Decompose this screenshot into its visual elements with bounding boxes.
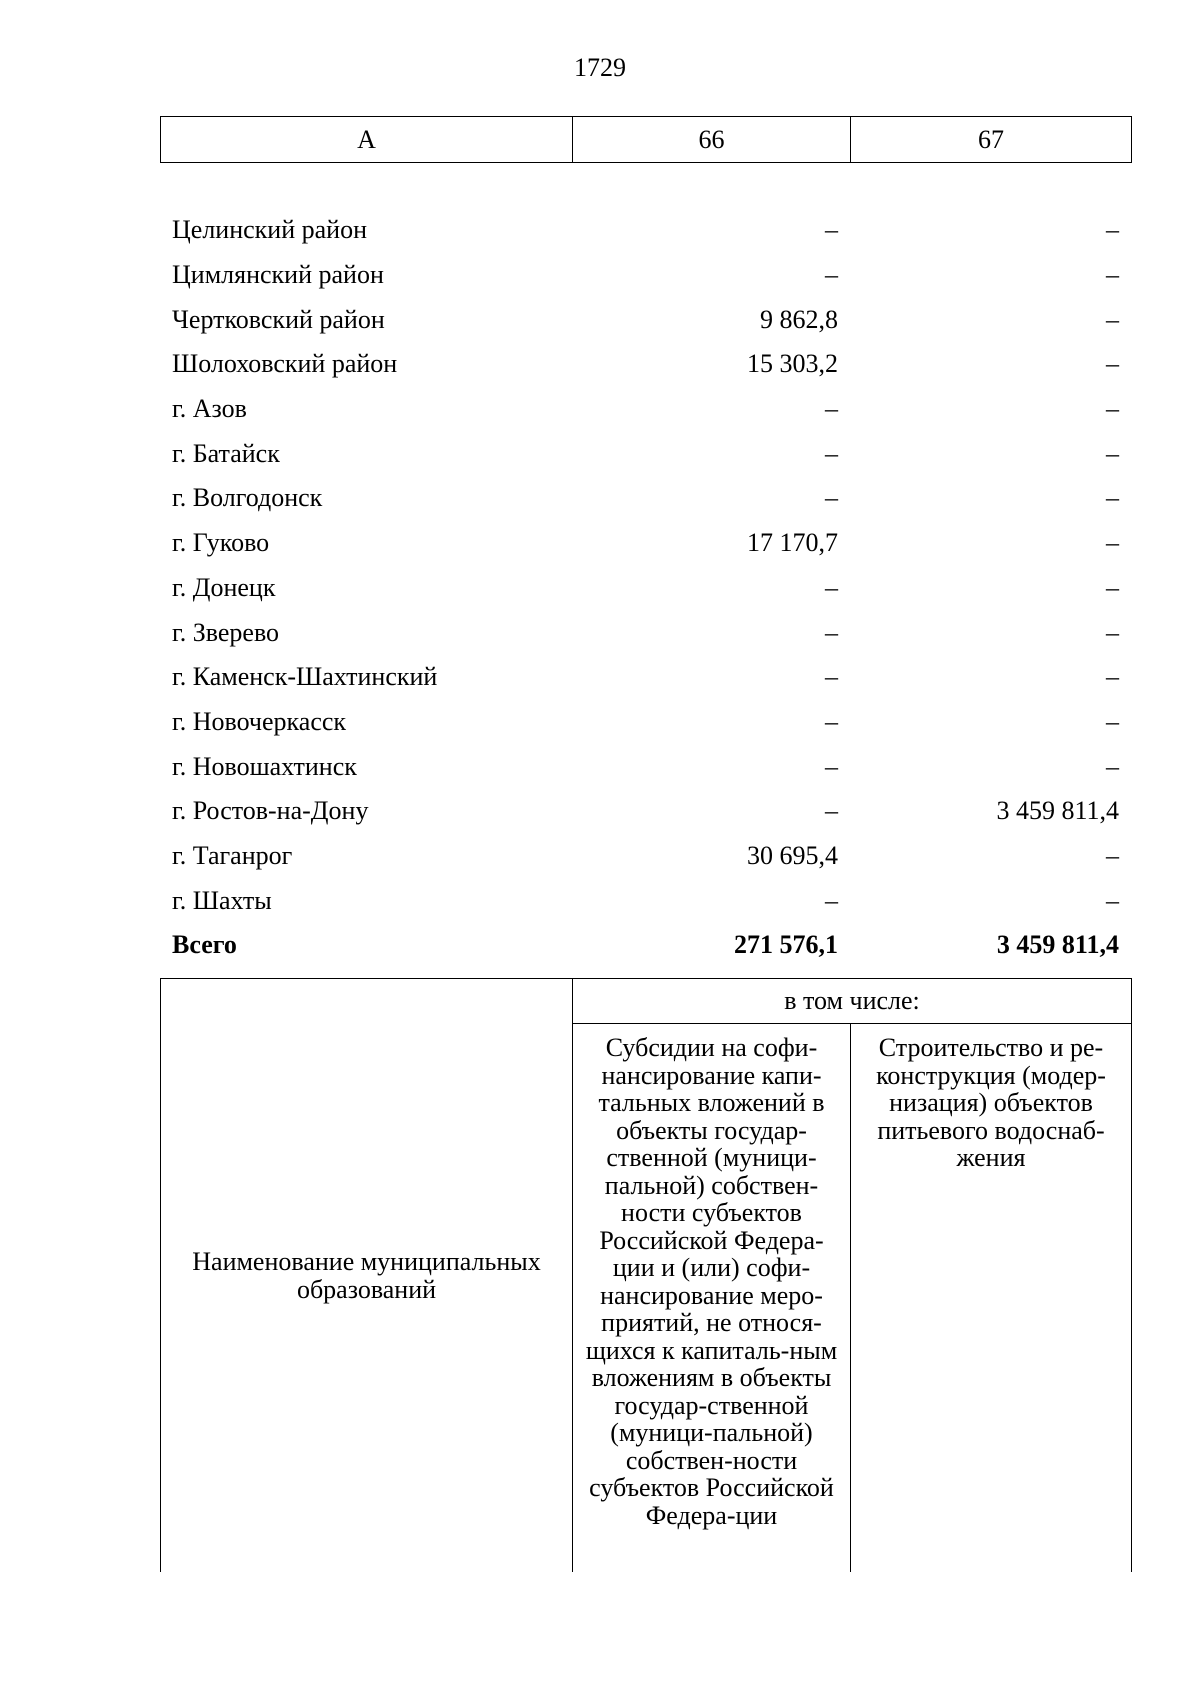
table-row [160,700,1131,745]
header-col-66: 66 [573,117,851,163]
value-col-66: 9 862,8 [760,304,838,334]
value-col-66: – [825,438,838,468]
value-col-67: – [1106,617,1119,647]
value-col-66: 30 695,4 [747,840,838,870]
table-row [160,610,1131,655]
municipality-name: г. Ростов-на-Дону [172,796,369,826]
value-col-66: – [825,572,838,602]
municipality-name: г. Шахты [172,885,272,915]
value-col-67: – [1106,572,1119,602]
municipality-name: г. Донецк [172,572,276,602]
including-header: в том числе: [573,979,1132,1024]
table-row [160,253,1131,298]
table-row [160,297,1131,342]
value-col-67: – [1106,260,1119,290]
municipality-name: Всего [172,930,237,960]
value-col-66: – [825,706,838,736]
water-supply-col-header: Строительство и ре-конструкция (модер-низация) объектов питьевого водоснаб-жения [851,1024,1132,1573]
value-col-66: 15 303,2 [747,349,838,379]
municipality-name: Целинский район [172,215,367,245]
value-col-67: – [1106,483,1119,513]
value-col-67: – [1106,349,1119,379]
value-col-66: 17 170,7 [747,528,838,558]
page-number: 1729 [574,53,626,82]
municipality-name: г. Батайск [172,438,280,468]
municipality-name: г. Новочеркасск [172,706,347,736]
value-col-67: 3 459 811,4 [996,930,1119,960]
municipality-name: г. Зверево [172,617,280,647]
table-row [160,744,1131,789]
table-row [160,655,1131,700]
value-col-67: – [1106,662,1119,692]
value-col-66: – [825,215,838,245]
municipality-name: г. Азов [172,394,247,424]
table-row [160,789,1131,834]
value-col-66: – [825,394,838,424]
value-col-67: – [1106,840,1119,870]
value-col-67: – [1106,706,1119,736]
header-col-67: 67 [851,117,1132,163]
value-col-67: – [1106,394,1119,424]
value-col-66: – [825,662,838,692]
table-row [160,387,1131,432]
value-col-66: – [825,751,838,781]
table-row [160,208,1131,253]
data-table [160,208,1131,968]
value-col-67: – [1106,215,1119,245]
repeat-header-table [160,978,1132,1572]
column-number-header [160,116,1132,163]
value-col-67: – [1106,438,1119,468]
value-col-66: – [825,260,838,290]
value-col-66: 271 576,1 [734,930,838,960]
municipality-name: г. Таганрог [172,840,293,870]
municipality-name: Чертковский район [172,304,385,334]
table-row [160,521,1131,566]
value-col-67: – [1106,885,1119,915]
municipality-name: Цимлянский район [172,260,384,290]
subsidy-col-header: Субсидии на софи-нансирование капи-тальных вложений в объекты государ-ственной (муници-пальной) собствен-ности субъектов Российской Федера-ции и (или) софи-нансирование меро-приятий, не относя-щихся к капиталь-ным вложениям в объекты государ-ственной (муници-пальной) собствен-ности субъектов Российской Федера-ции [573,1024,851,1573]
municipality-name: г. Новошахтинск [172,751,357,781]
header-col-a: А [161,117,573,163]
value-col-67: – [1106,528,1119,558]
table-row [160,566,1131,611]
municipality-name: г. Гуково [172,528,270,558]
value-col-67: – [1106,751,1119,781]
table-row [160,476,1131,521]
value-col-66: – [825,483,838,513]
table-row [160,431,1131,476]
municipality-name: Шолоховский район [172,349,398,379]
table-row [160,342,1131,387]
table-row [160,878,1131,923]
table-row [160,834,1131,879]
value-col-66: – [825,617,838,647]
municipality-name: г. Волгодонск [172,483,323,513]
value-col-66: – [825,796,838,826]
value-col-66: – [825,885,838,915]
total-row [160,923,1131,968]
value-col-67: – [1106,304,1119,334]
municipality-name: г. Каменск-Шахтинский [172,662,438,692]
value-col-67: 3 459 811,4 [996,796,1119,826]
municipality-name-header: Наименование муниципальных образований [161,979,573,1573]
